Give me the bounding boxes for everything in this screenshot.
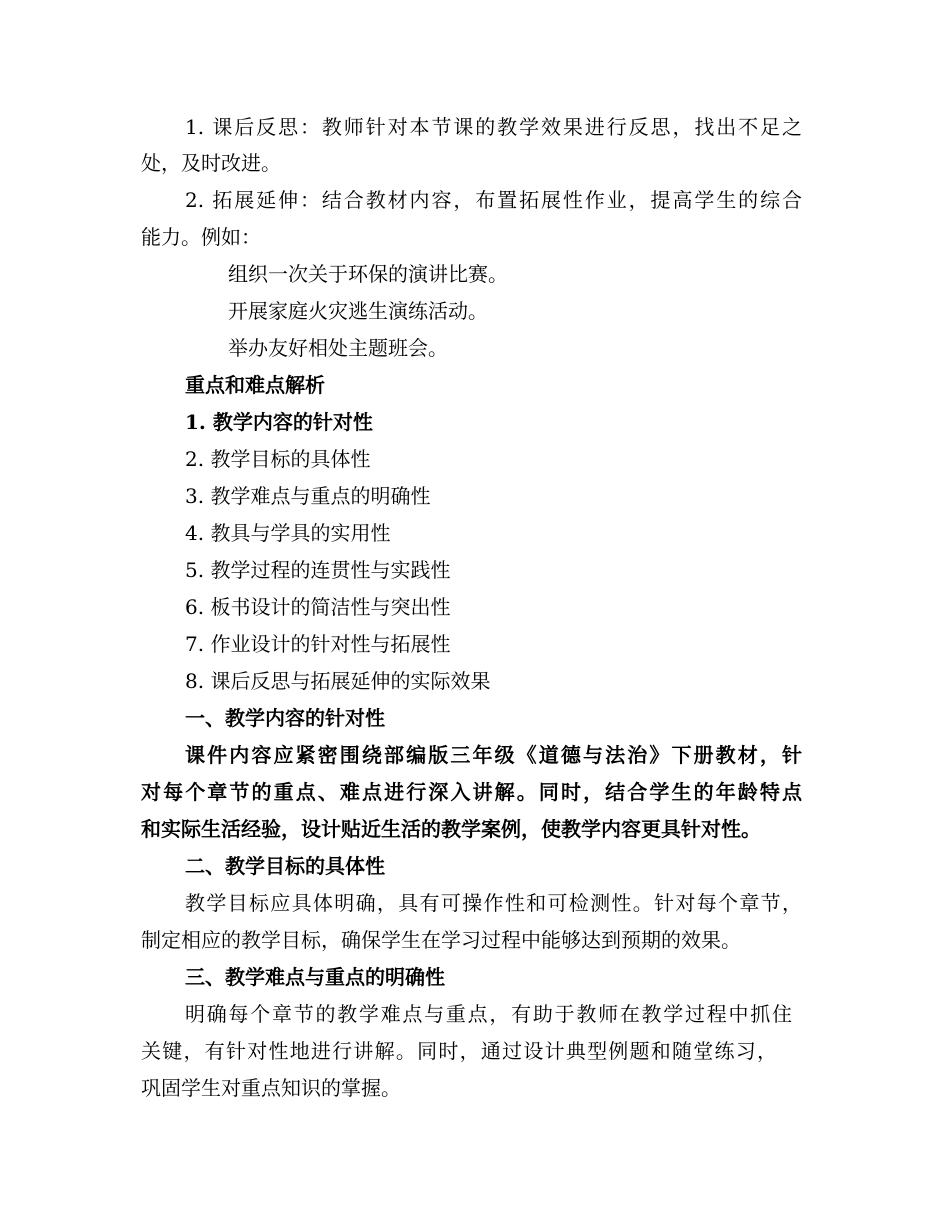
section-1-para-line-1: 课件内容应紧密围绕部编版三年级《道德与法治》下册教材，针 [185, 743, 802, 767]
list-item-8: 8. 课后反思与拓展延伸的实际效果 [185, 669, 491, 693]
list-item-5: 5. 教学过程的连贯性与实践性 [185, 558, 451, 582]
list-item-2: 2. 教学目标的具体性 [185, 447, 371, 471]
list-item-7: 7. 作业设计的针对性与拓展性 [185, 632, 451, 656]
section-3-para-line-1: 明确每个章节的教学难点与重点，有助于教师在教学过程中抓住 [185, 1002, 792, 1026]
example-1: 组织一次关于环保的演讲比赛。 [228, 262, 508, 286]
example-3: 举办友好相处主题班会。 [228, 336, 448, 360]
section-3-heading: 三、教学难点与重点的明确性 [185, 965, 445, 989]
extension-line-2: 能力。例如： [141, 225, 261, 249]
section-3-para-line-2: 关键，有针对性地进行讲解。同时，通过设计典型例题和随堂练习， [141, 1039, 777, 1063]
extension-line-1: 2. 拓展延伸：结合教材内容，布置拓展性作业，提高学生的综合 [185, 188, 802, 212]
section-2-para-line-1: 教学目标应具体明确，具有可操作性和可检测性。针对每个章节， [185, 891, 802, 915]
section-1-heading: 一、教学内容的针对性 [185, 706, 385, 730]
list-item-6: 6. 板书设计的简洁性与突出性 [185, 595, 451, 619]
reflection-line-1: 1. 课后反思：教师针对本节课的教学效果进行反思，找出不足之 [185, 115, 802, 139]
heading-key-points: 重点和难点解析 [185, 373, 325, 397]
list-item-4: 4. 教具与学具的实用性 [185, 521, 391, 545]
section-2-heading: 二、教学目标的具体性 [185, 854, 385, 878]
reflection-line-2: 处，及时改进。 [141, 151, 281, 175]
section-1-para-line-3: 和实际生活经验，设计贴近生活的教学案例，使教学内容更具针对性。 [141, 817, 761, 841]
list-item-1: 1. 教学内容的针对性 [185, 410, 373, 434]
example-2: 开展家庭火灾逃生演练活动。 [228, 299, 488, 323]
section-1-para-line-2: 对每个章节的重点、难点进行深入讲解。同时，结合学生的年龄特点 [141, 780, 802, 804]
section-2-para-line-2: 制定相应的教学目标，确保学生在学习过程中能够达到预期的效果。 [141, 928, 741, 952]
list-item-3: 3. 教学难点与重点的明确性 [185, 484, 431, 508]
section-3-para-line-3: 巩固学生对重点知识的掌握。 [141, 1076, 401, 1100]
